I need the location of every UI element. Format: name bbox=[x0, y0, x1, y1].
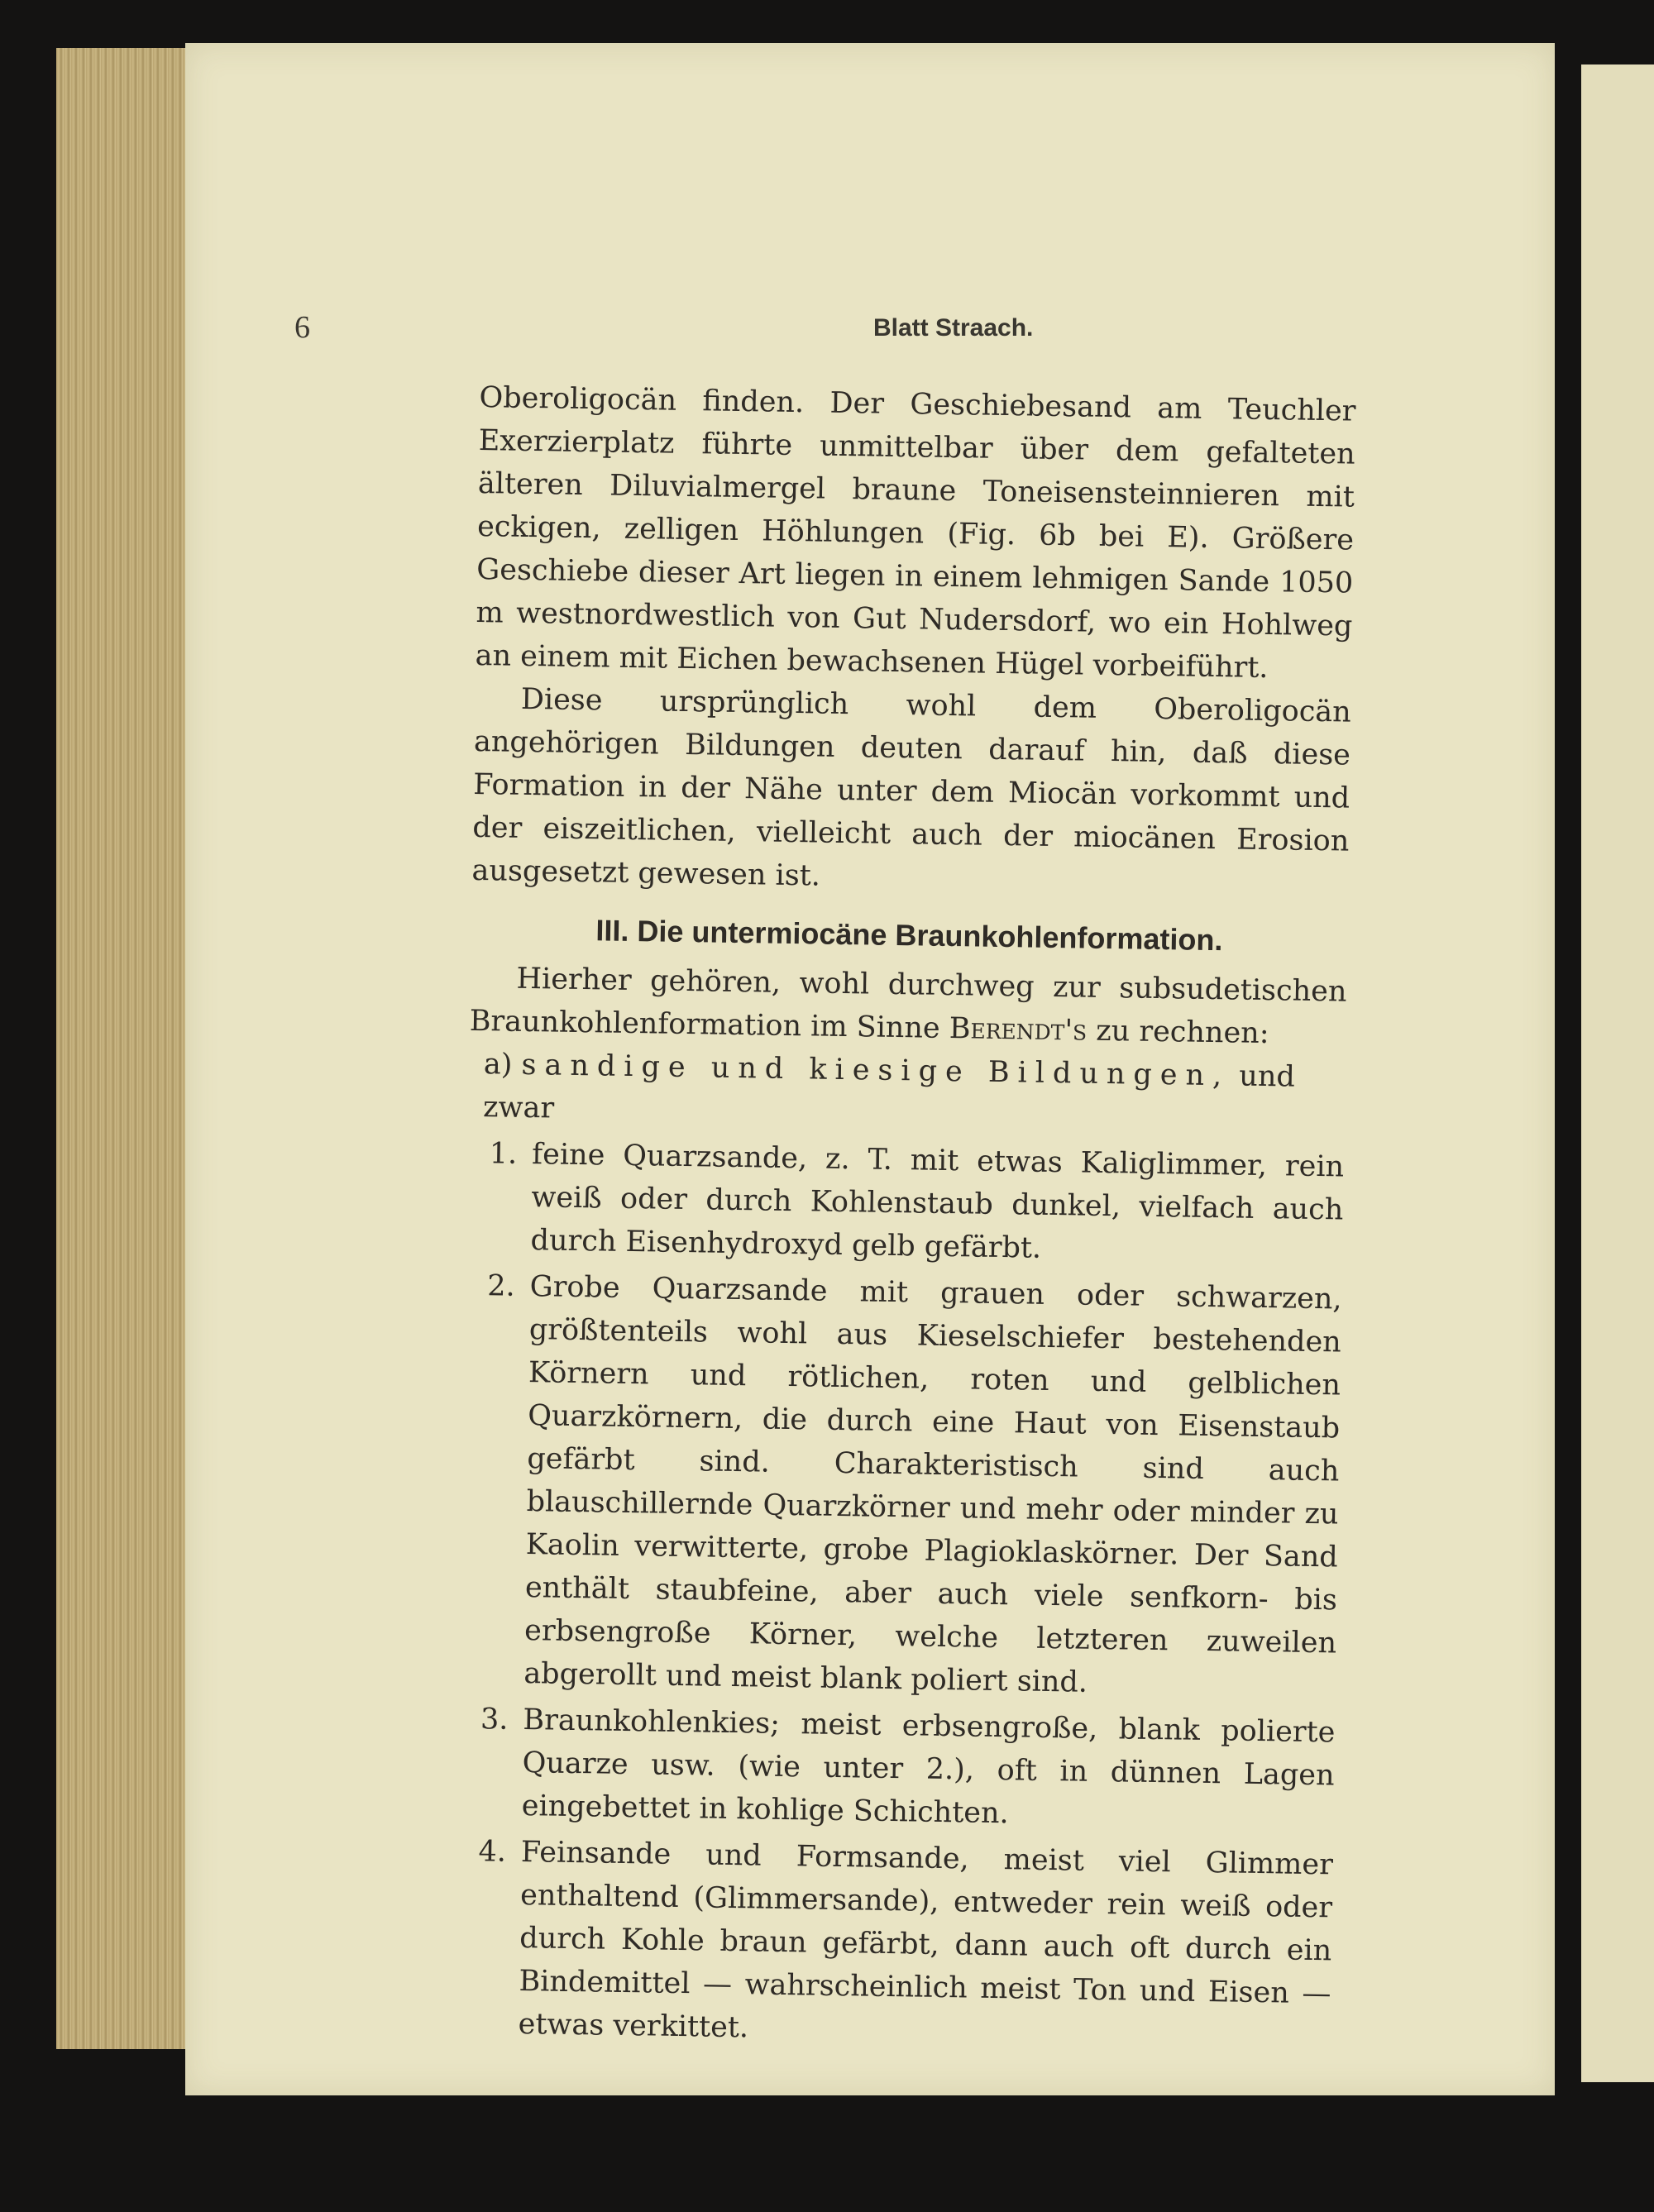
list-item-text: Braunkohlenkies; meist erbsengroße, blank polierte Quarze usw. (wie unter 2.), oft in dünnen Lagen eingebettet in kohlige Schichten. bbox=[521, 1703, 1336, 1831]
list-item-number: 4. bbox=[478, 1835, 507, 1869]
book-page-edges bbox=[56, 48, 189, 2049]
list-item-number: 1. bbox=[489, 1137, 518, 1171]
page-header bbox=[294, 309, 1312, 351]
list-item bbox=[457, 1698, 1335, 1841]
list-item-text: Feinsande und Formsande, meist viel Glimmer enthaltend (Glimmersande), entweder rein weiß oder durch Kohle braun gefärbt, dann auch oft durch ein Bindemittel — wahrscheinlich meist Ton und Eisen — etwas verkittet. bbox=[518, 1836, 1334, 2045]
subsection-a bbox=[468, 1043, 1346, 1143]
list-item-text: Grobe Quarzsande mit grauen oder schwarzen, größtenteils wohl aus Kieselschiefer bestehenden Körnern und rötlichen, roten und gelblichen Quarzkörnern, die durch eine Haut von Eisenstaub gefärbt sind. Charakteristisch sind auch blauschillernde Quarzkörner und mehr oder minder zu Kaolin verwitterte, grobe Plagioklaskörner. Der Sand enthält staubfeine, aber auch viele senfkorn- bis erbsengroße Körner, welche letzteren zuweilen abgerollt und meist blank poliert sind. bbox=[523, 1270, 1342, 1699]
list-item bbox=[466, 1132, 1344, 1275]
intro-text-end: zu rechnen: bbox=[1095, 1014, 1269, 1051]
list-item bbox=[453, 1830, 1333, 2059]
paragraph-2: Diese ursprünglich wohl dem Oberoligocän angehörigen Bildungen deuten darauf hin, daß diese Formation in der Nähe unter dem Miocän vorkommt und der eiszeitlichen, vielleicht auch der miocänen Erosion ausgesetzt gewesen ist. bbox=[471, 682, 1352, 893]
page-body bbox=[453, 376, 1356, 2058]
author-name: Berendt's bbox=[949, 1012, 1088, 1048]
facing-page-edge bbox=[1581, 64, 1654, 2082]
subsection-a-rest: und zwar bbox=[482, 1059, 1296, 1125]
list-item-text: feine Quarzsande, z. T. mit etwas Kaliglimmer, rein weiß oder durch Kohlenstaub dunkel, vielfach auch durch Eisenhydroxyd gelb gefärbt. bbox=[530, 1138, 1345, 1265]
list-item-number: 2. bbox=[486, 1269, 516, 1303]
section-intro bbox=[469, 957, 1347, 1057]
subsection-a-title: sandige und kiesige Bildungen, bbox=[521, 1048, 1231, 1093]
subsection-a-marker: a) bbox=[483, 1048, 513, 1082]
page-number: 6 bbox=[294, 310, 310, 345]
list-item bbox=[459, 1264, 1342, 1708]
intro-text: Hierher gehören, wohl durchweg zur subsudetischen Braunkohlenformation im Sinne bbox=[469, 962, 1347, 1045]
paragraph-1: Oberoligocän finden. Der Geschiebesand am Teuchler Exerzierplatz führte unmittelbar über dem gefalteten älteren Diluvialmergel braune Toneisensteinnieren mit eckigen, zelligen Höhlungen (Fig. 6b bei E). Größere Geschiebe dieser Art liegen in einem lehmigen Sande 1050 m westnordwestlich von Gut Nudersdorf, wo ein Hohlweg an einem mit Eichen bewachsenen Hügel vorbeiführt. bbox=[475, 380, 1356, 686]
section-heading: III. Die untermiocäne Braunkohlenformation. bbox=[595, 913, 1223, 958]
list-item-number: 3. bbox=[480, 1703, 509, 1737]
running-title: Blatt Straach. bbox=[873, 314, 1034, 342]
